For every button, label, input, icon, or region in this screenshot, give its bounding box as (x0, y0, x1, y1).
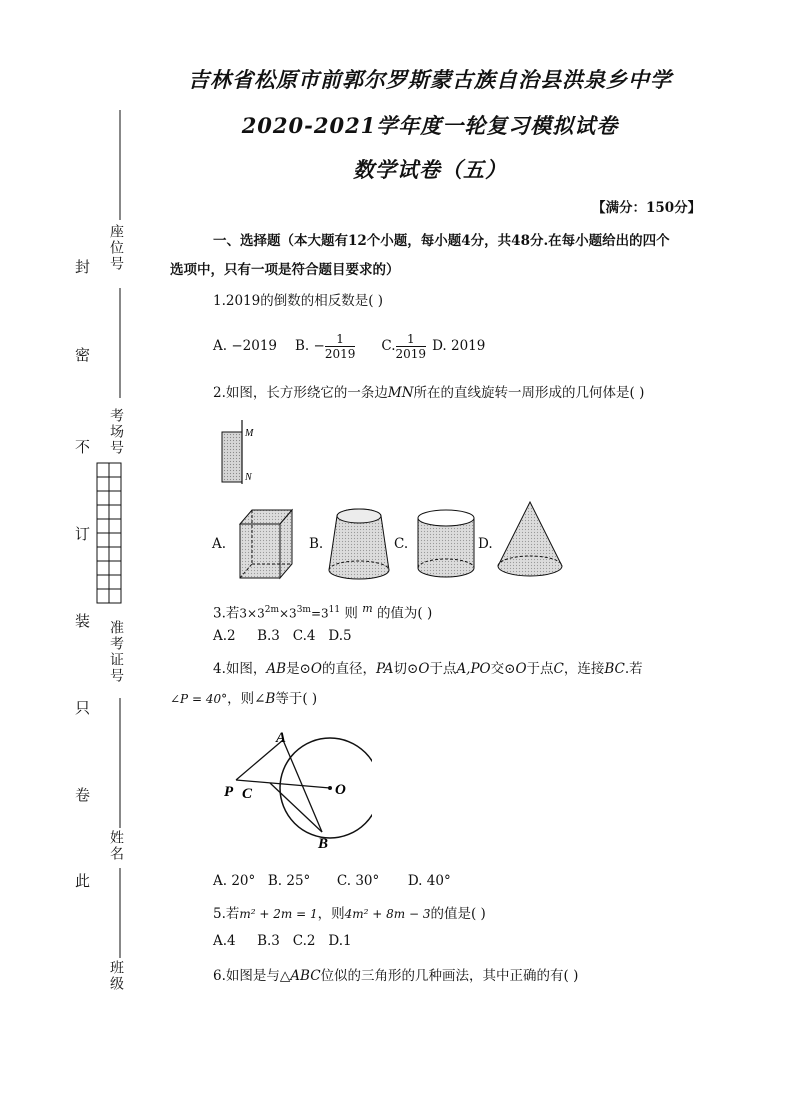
q2-option-c-label: C. (394, 536, 409, 552)
q4-option-d: D. 40° (407, 873, 451, 889)
binding-mark-2: 密 (75, 346, 91, 364)
q4-label-a: A (276, 730, 287, 746)
q4-label-b: B (318, 836, 329, 852)
q4-option-c: C. 30° (336, 873, 380, 889)
q2-option-b-frustum (326, 504, 392, 584)
q1-option-c-fraction: $\frac{1}{2019}$ (395, 331, 427, 361)
q3-options: A.2 B.3 C.4 D.5 (213, 628, 352, 644)
ticket-number-grid (96, 462, 122, 604)
q5-options: A.4 B.3 C.2 D.1 (213, 933, 352, 949)
binding-mark-8: 此 (75, 872, 91, 890)
q1-options (213, 326, 485, 366)
q2-option-d-cone (494, 498, 566, 584)
q2-label-m: M (245, 428, 254, 439)
binding-mark-3: 不 (75, 438, 91, 456)
binding-mark-6: 只 (75, 699, 91, 717)
school-title: 吉林省松原市前郭尔罗斯蒙古族自治县洪泉乡中学 (188, 67, 672, 92)
year-title: 2020-2021学年度一轮复习模拟试卷 (241, 113, 619, 138)
subject-title: 数学试卷（五） (353, 157, 507, 182)
q2-option-c-cylinder (414, 506, 478, 584)
seat-field-label: 座位号 (108, 224, 124, 272)
q1-option-c-prefix: C. (381, 338, 396, 354)
q1-option-d: D. 2019 (432, 338, 486, 354)
ticket-field-label: 准考证号 (108, 620, 124, 684)
q2-option-a-cuboid (232, 506, 298, 582)
q2-stem: 2.如图，长方形绕它的一条边MN所在的直线旋转一周形成的几何体是( ) (213, 385, 645, 401)
name-field-label: 姓名 (108, 830, 124, 862)
q1-option-b-prefix: B. − (295, 338, 325, 354)
q1-option-a: A. −2019 (213, 338, 277, 354)
q4-circle-figure (222, 728, 372, 858)
q2-rectangle-figure (214, 418, 260, 486)
binding-mark-7: 卷 (75, 786, 91, 804)
q2-option-d-label: D. (478, 536, 493, 552)
binding-mark-5: 装 (75, 612, 91, 630)
binding-mark-4: 订 (75, 525, 91, 543)
section1-intro-line1: 一、选择题（本大题有12个小题，每小题4分，共48分.在每小题给出的四个 (213, 233, 670, 249)
q1-stem: 1.2019的倒数的相反数是( ) (213, 293, 384, 309)
binding-mark-1: 封 (75, 258, 91, 276)
q4-label-p: P (224, 784, 234, 800)
q2-label-n: N (245, 472, 252, 483)
q3-stem: 3.若$3\times 3^{2m}\times 3^{3m}=3^{11}$ 则 $^m$ 的值为( ) (213, 602, 433, 622)
q2-option-b-label: B. (309, 536, 324, 552)
full-score: 【满分：150分】 (592, 200, 702, 216)
q6-stem: 6.如图是与△ABC位似的三角形的几种画法，其中正确的有( ) (213, 968, 579, 984)
q4-label-c: C (242, 786, 253, 802)
q2-option-a-label: A. (212, 536, 227, 552)
q1-option-b-fraction: $\frac{1}{2019}$ (324, 331, 356, 361)
class-field-label: 班级 (108, 960, 124, 992)
room-field-label: 考场号 (108, 408, 124, 456)
q5-stem: 5.若m² + 2m = 1，则4m² + 8m − 3的值是( ) (213, 906, 486, 922)
q4-options (213, 872, 451, 890)
q4-stem-line2: ∠P = 40°，则∠B等于( ) (170, 691, 318, 707)
section1-intro-line2: 选项中，只有一项是符合题目要求的） (170, 262, 400, 278)
q4-option-a: A. 20° (213, 873, 256, 889)
q4-stem-line1: 4.如图，AB是⊙O的直径，PA切⊙O于点A,PO交⊙O于点C，连接BC.若 (213, 661, 643, 677)
q4-label-o: O (335, 782, 346, 798)
q4-option-b: B. 25° (267, 873, 311, 889)
